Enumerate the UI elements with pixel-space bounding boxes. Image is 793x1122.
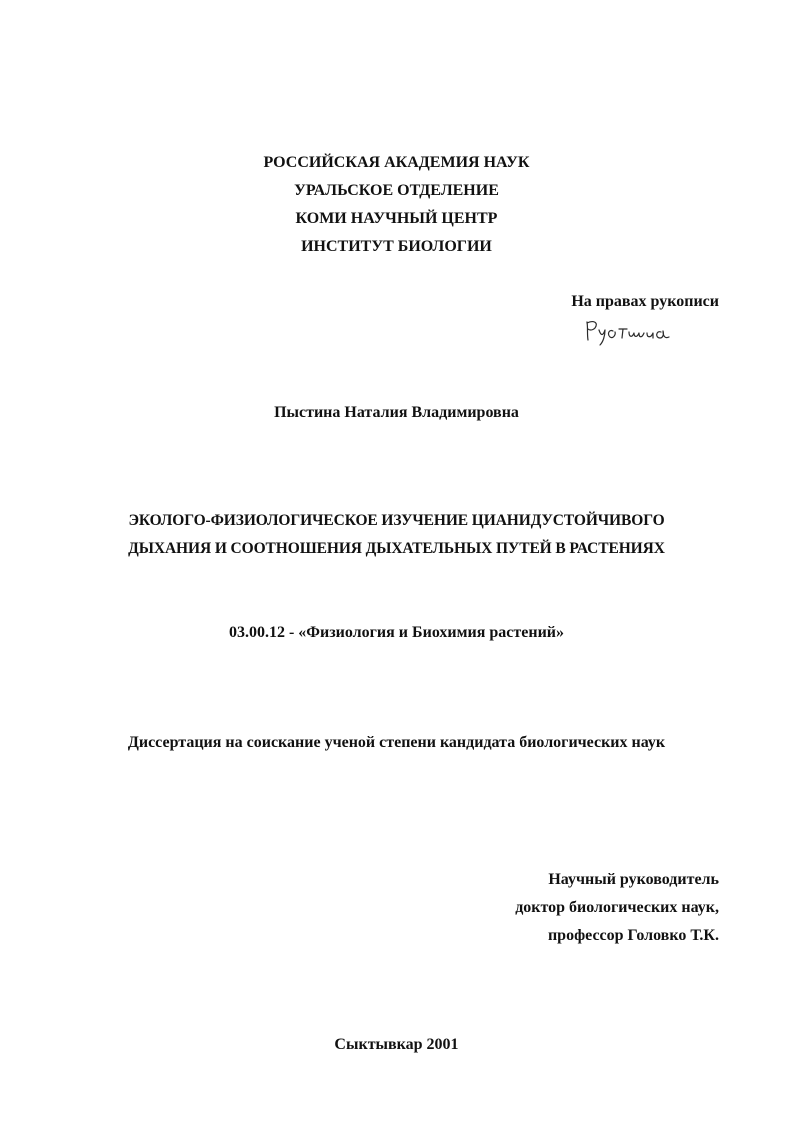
supervisor-role: Научный руководитель: [548, 871, 719, 888]
author-name: Пыстина Наталия Владимировна: [274, 404, 519, 421]
dissertation-statement: Диссертация на соискание ученой степени кандидата биологических наук: [127, 734, 666, 751]
specialty-code: 03.00.12 - «Физиология и Биохимия растений»: [228, 624, 565, 641]
org-line-branch: УРАЛЬСКОЕ ОТДЕЛЕНИЕ: [294, 182, 499, 199]
title-line-2: ДЫХАНИЯ И СООТНОШЕНИЯ ДЫХАТЕЛЬНЫХ ПУТЕЙ В РАСТЕНИЯХ: [128, 540, 665, 557]
org-line-center: КОМИ НАУЧНЫЙ ЦЕНТР: [295, 210, 498, 227]
title-line-1: ЭКОЛОГО-ФИЗИОЛОГИЧЕСКОЕ ИЗУЧЕНИЕ ЦИАНИДУСТОЙЧИВОГО: [128, 512, 665, 529]
supervisor-name: профессор Головко Т.К.: [547, 927, 719, 944]
supervisor-degree: доктор биологических наук,: [515, 899, 719, 916]
handwritten-signature: [583, 312, 683, 346]
org-line-institute: ИНСТИТУТ БИОЛОГИИ: [301, 238, 492, 255]
city-year: Сыктывкар 2001: [334, 1036, 459, 1053]
rights-label: На правах рукописи: [571, 293, 719, 310]
org-line-academy: РОССИЙСКАЯ АКАДЕМИЯ НАУК: [263, 154, 530, 171]
